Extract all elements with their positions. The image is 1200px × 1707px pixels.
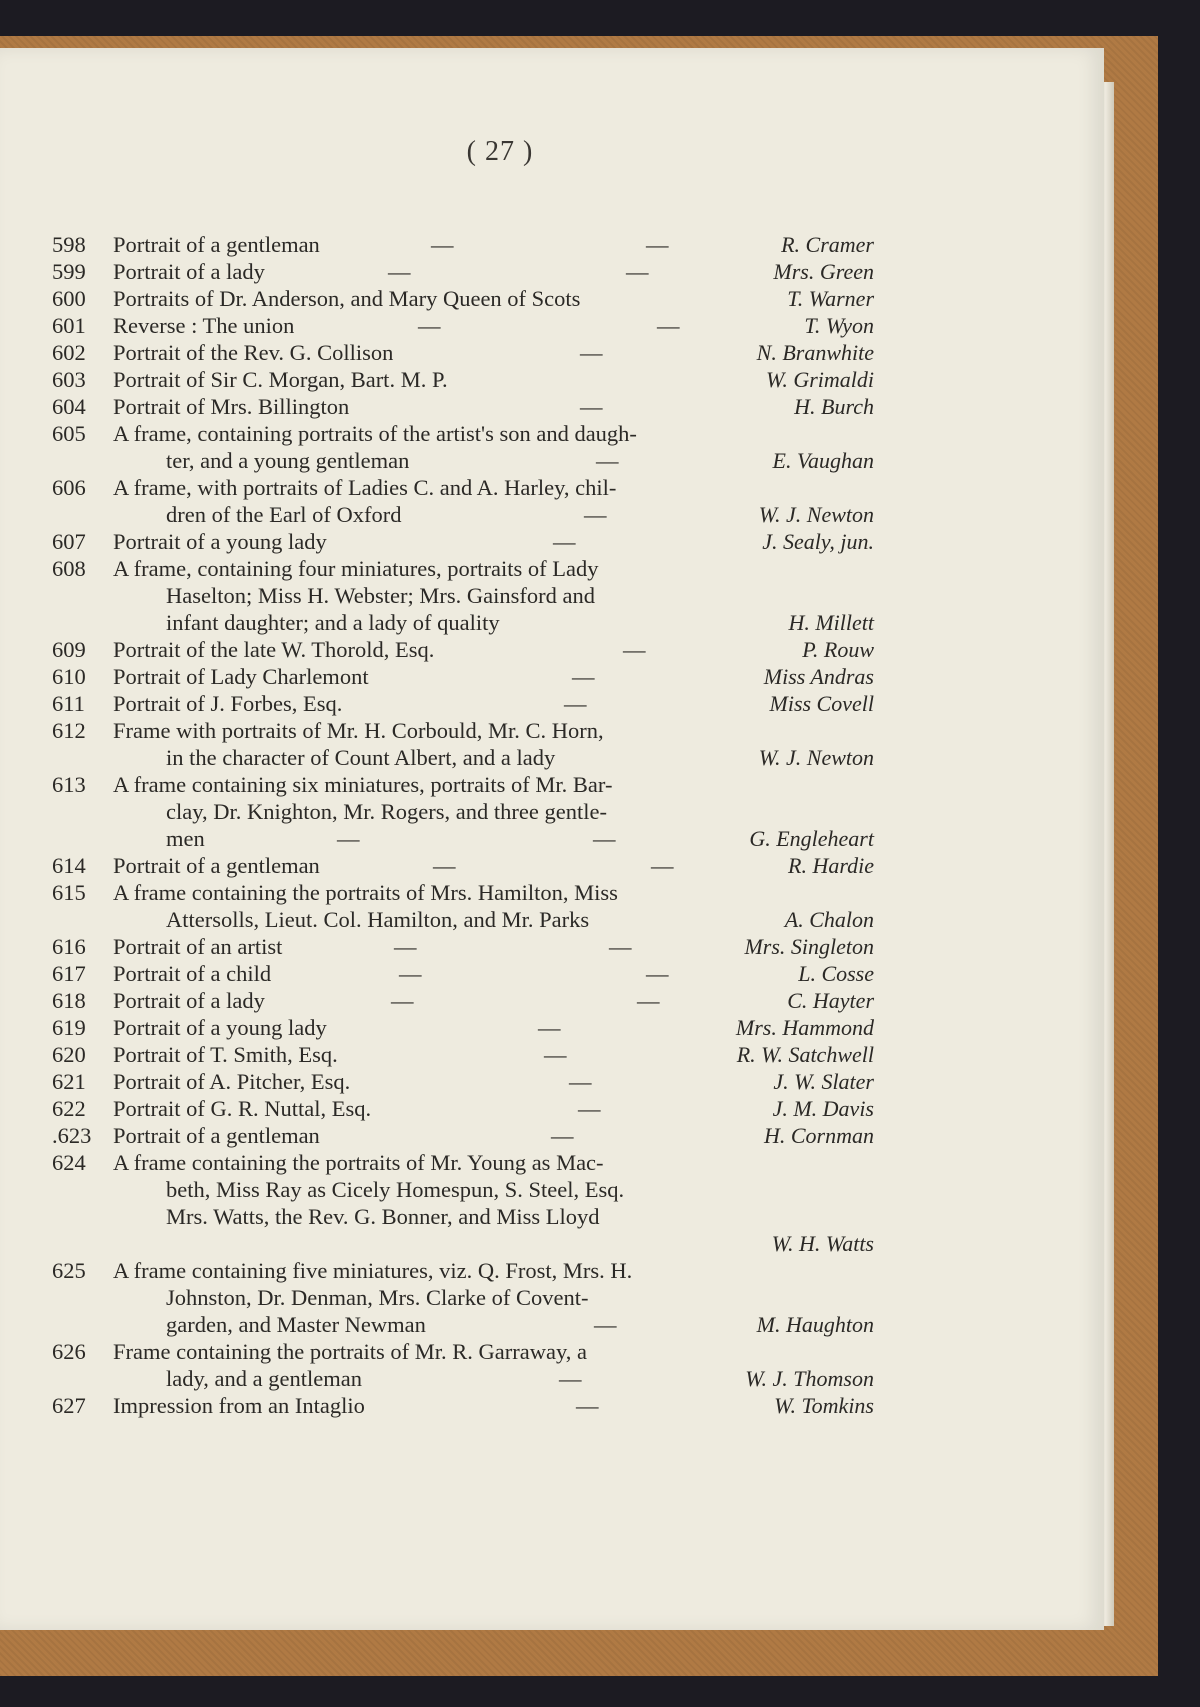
leader-dash: — (580, 340, 603, 365)
catalogue-entry (0, 339, 1104, 366)
leader-dash: — (646, 961, 669, 986)
entry-number: 601 (52, 313, 86, 338)
catalogue-entry (0, 1041, 1104, 1068)
entry-number: 598 (52, 232, 86, 257)
entry-line (0, 1149, 1104, 1176)
leader-dash: — (578, 1096, 601, 1121)
entry-number: 618 (52, 988, 86, 1013)
entry-line (0, 1203, 1104, 1230)
catalogue-entry (0, 312, 1104, 339)
leader-dash: — (388, 259, 411, 284)
entry-line (0, 663, 1104, 690)
leader-dash: — (584, 502, 607, 527)
entry-title: A frame, containing four miniatures, portraits of Lady (113, 556, 599, 581)
entry-line (0, 501, 1104, 528)
artist-name: W. H. Watts (771, 1231, 874, 1256)
entry-title: A frame, containing portraits of the artist's son and daugh- (113, 421, 637, 446)
catalogue-entry (0, 393, 1104, 420)
leader-dash: — (646, 232, 669, 257)
artist-name: G. Engleheart (749, 826, 874, 851)
leader-dash: — (564, 691, 587, 716)
entry-number: 607 (52, 529, 86, 554)
catalogue-entry (0, 663, 1104, 690)
entry-title: clay, Dr. Knighton, Mr. Rogers, and three gentle- (166, 799, 607, 824)
entry-title: ter, and a young gentleman (166, 448, 410, 473)
entry-number: 609 (52, 637, 86, 662)
artist-name: R. Hardie (788, 853, 874, 878)
catalogue-entry (0, 852, 1104, 879)
artist-name: Mrs. Green (773, 259, 874, 284)
entry-number: 613 (52, 772, 86, 797)
book-page (0, 48, 1104, 1630)
entry-number: 605 (52, 421, 86, 446)
entry-line (0, 1338, 1104, 1365)
artist-name: J. M. Davis (772, 1096, 874, 1121)
catalogue-entry (0, 771, 1104, 852)
entry-title: Frame containing the portraits of Mr. R. Garraway, a (113, 1339, 588, 1364)
entry-title: in the character of Count Albert, and a lady (166, 745, 556, 770)
entry-title: Portrait of a young lady (113, 1015, 327, 1040)
entry-number: 610 (52, 664, 86, 689)
entry-title: A frame containing the portraits of Mr. Young as Mac- (113, 1150, 604, 1175)
entry-number: 627 (52, 1393, 86, 1418)
entry-line (0, 231, 1104, 258)
catalogue-entry (0, 933, 1104, 960)
catalogue-entry (0, 231, 1104, 258)
entry-line (0, 1284, 1104, 1311)
leader-dash: — (431, 232, 454, 257)
entry-line (0, 1176, 1104, 1203)
entry-title: garden, and Master Newman (166, 1312, 426, 1337)
artist-name: H. Cornman (763, 1123, 874, 1148)
entry-number: 603 (52, 367, 86, 392)
entry-title: men (166, 826, 205, 851)
entry-line (0, 1041, 1104, 1068)
entry-number: 599 (52, 259, 86, 284)
entry-title: Portrait of Mrs. Billington (113, 394, 350, 419)
entry-line (0, 1068, 1104, 1095)
catalogue-entry (0, 285, 1104, 312)
entry-line (0, 771, 1104, 798)
entry-title: Portrait of G. R. Nuttal, Esq. (113, 1096, 372, 1121)
catalogue-entry (0, 1149, 1104, 1257)
artist-name: W. Tomkins (774, 1393, 874, 1418)
entry-line (0, 420, 1104, 447)
catalogue-entry (0, 879, 1104, 933)
leader-dash: — (623, 637, 646, 662)
entry-title: Portrait of a lady (113, 988, 265, 1013)
entry-line (0, 339, 1104, 366)
entry-title: Portrait of J. Forbes, Esq. (113, 691, 343, 716)
entry-line (0, 636, 1104, 663)
artist-name: L. Cosse (798, 961, 874, 986)
entry-title: Frame with portraits of Mr. H. Corbould, Mr. C. Horn, (113, 718, 604, 743)
entry-number: 624 (52, 1150, 86, 1175)
entry-line (0, 582, 1104, 609)
leader-dash: — (626, 259, 649, 284)
artist-name: C. Hayter (787, 988, 874, 1013)
entry-title: A frame containing the portraits of Mrs. Hamilton, Miss (113, 880, 618, 905)
artist-name: N. Branwhite (756, 340, 874, 365)
entry-title: Portrait of T. Smith, Esq. (113, 1042, 338, 1067)
artist-name: Miss Covell (769, 691, 874, 716)
entry-number: 625 (52, 1258, 86, 1283)
artist-name: J. Sealy, jun. (762, 529, 874, 554)
leader-dash: — (559, 1366, 582, 1391)
artist-name: A. Chalon (784, 907, 874, 932)
entry-line (0, 717, 1104, 744)
catalogue-entry (0, 690, 1104, 717)
entry-line (0, 1122, 1104, 1149)
catalogue-entry (0, 1257, 1104, 1338)
catalogue-entry (0, 474, 1104, 528)
entry-line (0, 1257, 1104, 1284)
artist-name: Mrs. Hammond (735, 1015, 874, 1040)
artist-name: W. J. Newton (758, 745, 874, 770)
catalogue-entry (0, 987, 1104, 1014)
entry-number: 600 (52, 286, 86, 311)
leader-dash: — (596, 448, 619, 473)
artist-name: H. Millett (788, 610, 874, 635)
entry-line (0, 1014, 1104, 1041)
entry-title: Mrs. Watts, the Rev. G. Bonner, and Miss Lloyd (166, 1204, 600, 1229)
leader-dash: — (551, 1123, 574, 1148)
artist-name: M. Haughton (756, 1312, 874, 1337)
entry-number: 622 (52, 1096, 86, 1121)
entry-line (0, 258, 1104, 285)
entry-line (0, 447, 1104, 474)
entry-title: Portrait of A. Pitcher, Esq. (113, 1069, 351, 1094)
entry-number: 615 (52, 880, 86, 905)
leader-dash: — (580, 394, 603, 419)
entry-line (0, 1365, 1104, 1392)
leader-dash: — (399, 961, 422, 986)
entry-title: Portrait of the Rev. G. Collison (113, 340, 394, 365)
entry-title: dren of the Earl of Oxford (166, 502, 402, 527)
leader-dash: — (394, 934, 417, 959)
leader-dash: — (538, 1015, 561, 1040)
catalogue-entry (0, 1392, 1104, 1419)
leader-dash: — (594, 1312, 617, 1337)
entry-line (0, 393, 1104, 420)
artist-name: J. W. Slater (773, 1069, 874, 1094)
catalogue-entry (0, 1122, 1104, 1149)
artist-name: R. W. Satchwell (736, 1042, 874, 1067)
entry-title: Portrait of the late W. Thorold, Esq. (113, 637, 435, 662)
leader-dash: — (433, 853, 456, 878)
entry-line (0, 879, 1104, 906)
catalogue-entry (0, 366, 1104, 393)
catalogue-entries (0, 231, 1104, 1419)
artist-name: W. Grimaldi (766, 367, 874, 392)
entry-line (0, 906, 1104, 933)
entry-number: 614 (52, 853, 86, 878)
entry-line (0, 1311, 1104, 1338)
entry-line (0, 825, 1104, 852)
entry-title: Haselton; Miss H. Webster; Mrs. Gainsford and (166, 583, 595, 608)
entry-title: Portrait of a gentleman (113, 232, 320, 257)
entry-number: 616 (52, 934, 86, 959)
entry-title: Portrait of a young lady (113, 529, 327, 554)
entry-number: 617 (52, 961, 86, 986)
entry-number: 606 (52, 475, 86, 500)
entry-title: infant daughter; and a lady of quality (166, 610, 500, 635)
leader-dash: — (418, 313, 441, 338)
catalogue-entry (0, 1014, 1104, 1041)
artist-name: Miss Andras (763, 664, 874, 689)
entry-line (0, 852, 1104, 879)
entry-title: Portraits of Dr. Anderson, and Mary Queen of Scots (113, 286, 581, 311)
entry-line (0, 1230, 1104, 1257)
artist-name: P. Rouw (802, 637, 874, 662)
entry-title: Portrait of a child (113, 961, 272, 986)
catalogue-entry (0, 528, 1104, 555)
entry-line (0, 609, 1104, 636)
entry-title: Johnston, Dr. Denman, Mrs. Clarke of Covent- (166, 1285, 589, 1310)
entry-number: 604 (52, 394, 86, 419)
entry-number: 608 (52, 556, 86, 581)
entry-line (0, 690, 1104, 717)
artist-name: T. Wyon (804, 313, 874, 338)
entry-number: 626 (52, 1339, 86, 1364)
artist-name: R. Cramer (781, 232, 874, 257)
artist-name: T. Warner (787, 286, 874, 311)
catalogue-entry (0, 1068, 1104, 1095)
page-number: ( 27 ) (466, 136, 534, 167)
artist-name: Mrs. Singleton (744, 934, 874, 959)
catalogue-entry (0, 717, 1104, 771)
artist-name: W. J. Newton (758, 502, 874, 527)
catalogue-entry (0, 960, 1104, 987)
leader-dash: — (637, 988, 660, 1013)
entry-number: 611 (52, 691, 85, 716)
entry-title: Impression from an Intaglio (113, 1393, 365, 1418)
catalogue-entry (0, 1095, 1104, 1122)
leader-dash: — (651, 853, 674, 878)
entry-line (0, 528, 1104, 555)
leader-dash: — (657, 313, 680, 338)
entry-title: lady, and a gentleman (166, 1366, 362, 1391)
entry-title: beth, Miss Ray as Cicely Homespun, S. Steel, Esq. (166, 1177, 625, 1202)
entry-number: 602 (52, 340, 86, 365)
artist-name: E. Vaughan (772, 448, 874, 473)
entry-line (0, 1392, 1104, 1419)
entry-number: 612 (52, 718, 86, 743)
entry-number: .623 (52, 1123, 92, 1148)
entry-line (0, 1095, 1104, 1122)
entry-title: A frame containing six miniatures, portraits of Mr. Bar- (113, 772, 613, 797)
entry-number: 619 (52, 1015, 86, 1040)
entry-line (0, 933, 1104, 960)
leader-dash: — (593, 826, 616, 851)
entry-title: Reverse : The union (113, 313, 295, 338)
leader-dash: — (572, 664, 595, 689)
leader-dash: — (609, 934, 632, 959)
entry-line (0, 555, 1104, 582)
entry-title: Portrait of Lady Charlemont (113, 664, 369, 689)
entry-line (0, 798, 1104, 825)
entry-title: A frame containing five miniatures, viz. Q. Frost, Mrs. H. (113, 1258, 633, 1283)
leader-dash: — (576, 1393, 599, 1418)
leader-dash: — (544, 1042, 567, 1067)
leader-dash: — (391, 988, 414, 1013)
entry-title: Portrait of a lady (113, 259, 265, 284)
entry-line (0, 987, 1104, 1014)
entry-title: Attersolls, Lieut. Col. Hamilton, and Mr. Parks (166, 907, 590, 932)
entry-title: Portrait of a gentleman (113, 853, 320, 878)
artist-name: W. J. Thomson (745, 1366, 874, 1391)
artist-name: H. Burch (794, 394, 874, 419)
entry-line (0, 744, 1104, 771)
entry-line (0, 366, 1104, 393)
catalogue-entry (0, 1338, 1104, 1392)
leader-dash: — (337, 826, 360, 851)
entry-line (0, 474, 1104, 501)
entry-title: Portrait of a gentleman (113, 1123, 320, 1148)
entry-line (0, 960, 1104, 987)
entry-number: 621 (52, 1069, 86, 1094)
catalogue-entry (0, 420, 1104, 474)
entry-title: A frame, with portraits of Ladies C. and A. Harley, chil- (113, 475, 617, 500)
entry-line (0, 285, 1104, 312)
leader-dash: — (569, 1069, 592, 1094)
entry-title: Portrait of Sir C. Morgan, Bart. M. P. (113, 367, 448, 392)
catalogue-entry (0, 636, 1104, 663)
catalogue-entry (0, 555, 1104, 636)
leader-dash: — (553, 529, 576, 554)
catalogue-entry (0, 258, 1104, 285)
entry-title: Portrait of an artist (113, 934, 283, 959)
entry-line (0, 312, 1104, 339)
entry-number: 620 (52, 1042, 86, 1067)
